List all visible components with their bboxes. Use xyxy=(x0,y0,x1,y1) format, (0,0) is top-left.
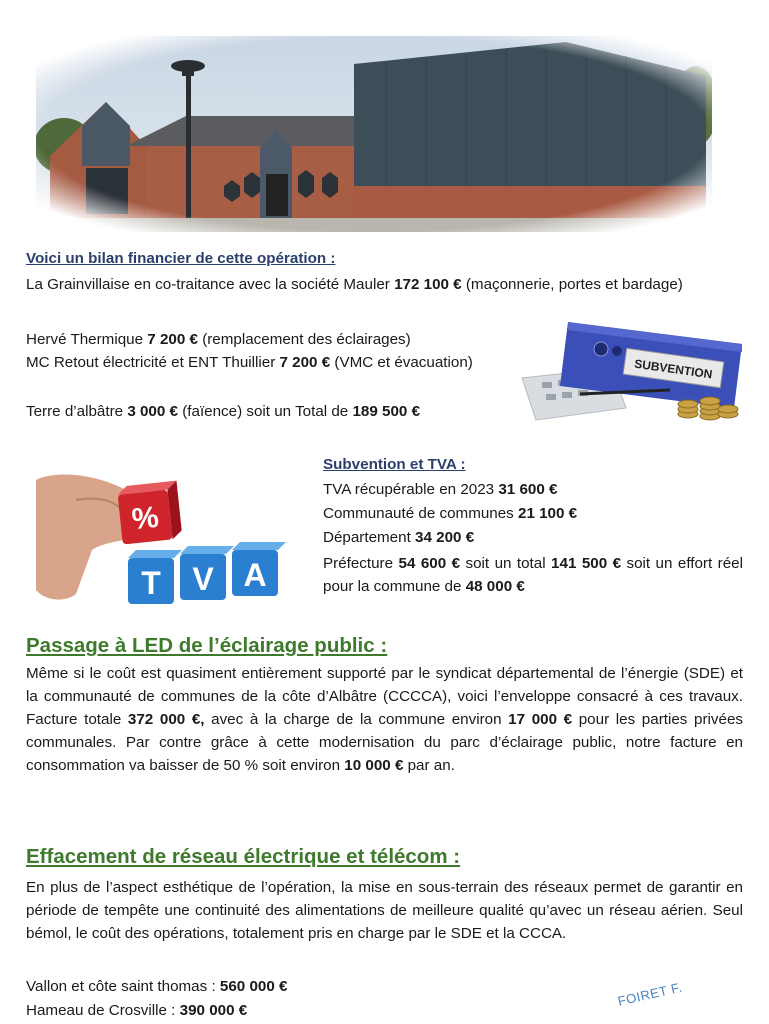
subvention-line-communaute: Communauté de communes 21 100 € xyxy=(323,505,578,522)
bilan-line-3: MC Retout électricité et ENT Thuillier 7 200 € (VMC et évacuation) xyxy=(26,354,473,371)
tva-letter-t: T xyxy=(141,565,161,601)
led-title: Passage à LED de l’éclairage public : xyxy=(26,634,388,657)
subvention-title: Subvention et TVA : xyxy=(323,456,466,473)
effacement-paragraph: En plus de l’aspect esthétique de l’opération, la mise en sous-terrain des réseaux permet de garantir en période de tempête une continuité des alimentations de meilleure qualité qu’avec un réseau aérien. Seul bémol, le coût des opérations, totalement pris en charge par le SDE et la CCCA. xyxy=(26,879,743,943)
tva-letter-a: A xyxy=(243,557,267,593)
bilan-title: Voici un bilan financier de cette opération : xyxy=(26,250,336,267)
effacement-vallon: Vallon et côte saint thomas : 560 000 € xyxy=(26,978,288,995)
building-photo xyxy=(36,36,712,232)
tva-image xyxy=(36,470,286,610)
subvention-binder-image xyxy=(520,316,744,436)
bilan-line-4: Terre d’albâtre 3 000 € (faïence) soit un Total de 189 500 € xyxy=(26,403,421,420)
subvention-label: SUBVENTION xyxy=(633,356,714,382)
bilan-line-1: La Grainvillaise en co-traitance avec la société Mauler 172 100 € (maçonnerie, portes et bardage) xyxy=(26,276,683,293)
effacement-hameau: Hameau de Crosville : 390 000 € xyxy=(26,1002,248,1019)
signature: FOIRET F. xyxy=(616,979,684,1009)
subvention-line-departement: Département 34 200 € xyxy=(323,529,475,546)
led-paragraph: Même si le coût est quasiment entièrement supporté par le syndicat départemental de l’énergie (SDE) et la communauté de communes de la côte d’Albâtre (CCCCA), voici l’enveloppe consacré à ces travaux. Facture totale 372 000 €, avec à la charge de la commune environ 17 000 € pour les parties privées communales. Par contre grâce à cette modernisation du parc d’éclairage public, notre facture en consommation va baisser de 50 % soit environ 10 000 € par an. xyxy=(26,665,743,774)
effacement-title: Effacement de réseau électrique et télécom : xyxy=(26,845,461,868)
tva-letter-v: V xyxy=(192,561,214,597)
bilan-line-2: Hervé Thermique 7 200 € (remplacement des éclairages) xyxy=(26,331,411,348)
subvention-line-prefecture: Préfecture 54 600 € soit un total 141 500 € soit un effort réel pour la commune de 48 000 € xyxy=(323,555,743,595)
subvention-line-tva: TVA récupérable en 2023 31 600 € xyxy=(323,481,558,498)
percent-symbol: % xyxy=(130,500,161,537)
